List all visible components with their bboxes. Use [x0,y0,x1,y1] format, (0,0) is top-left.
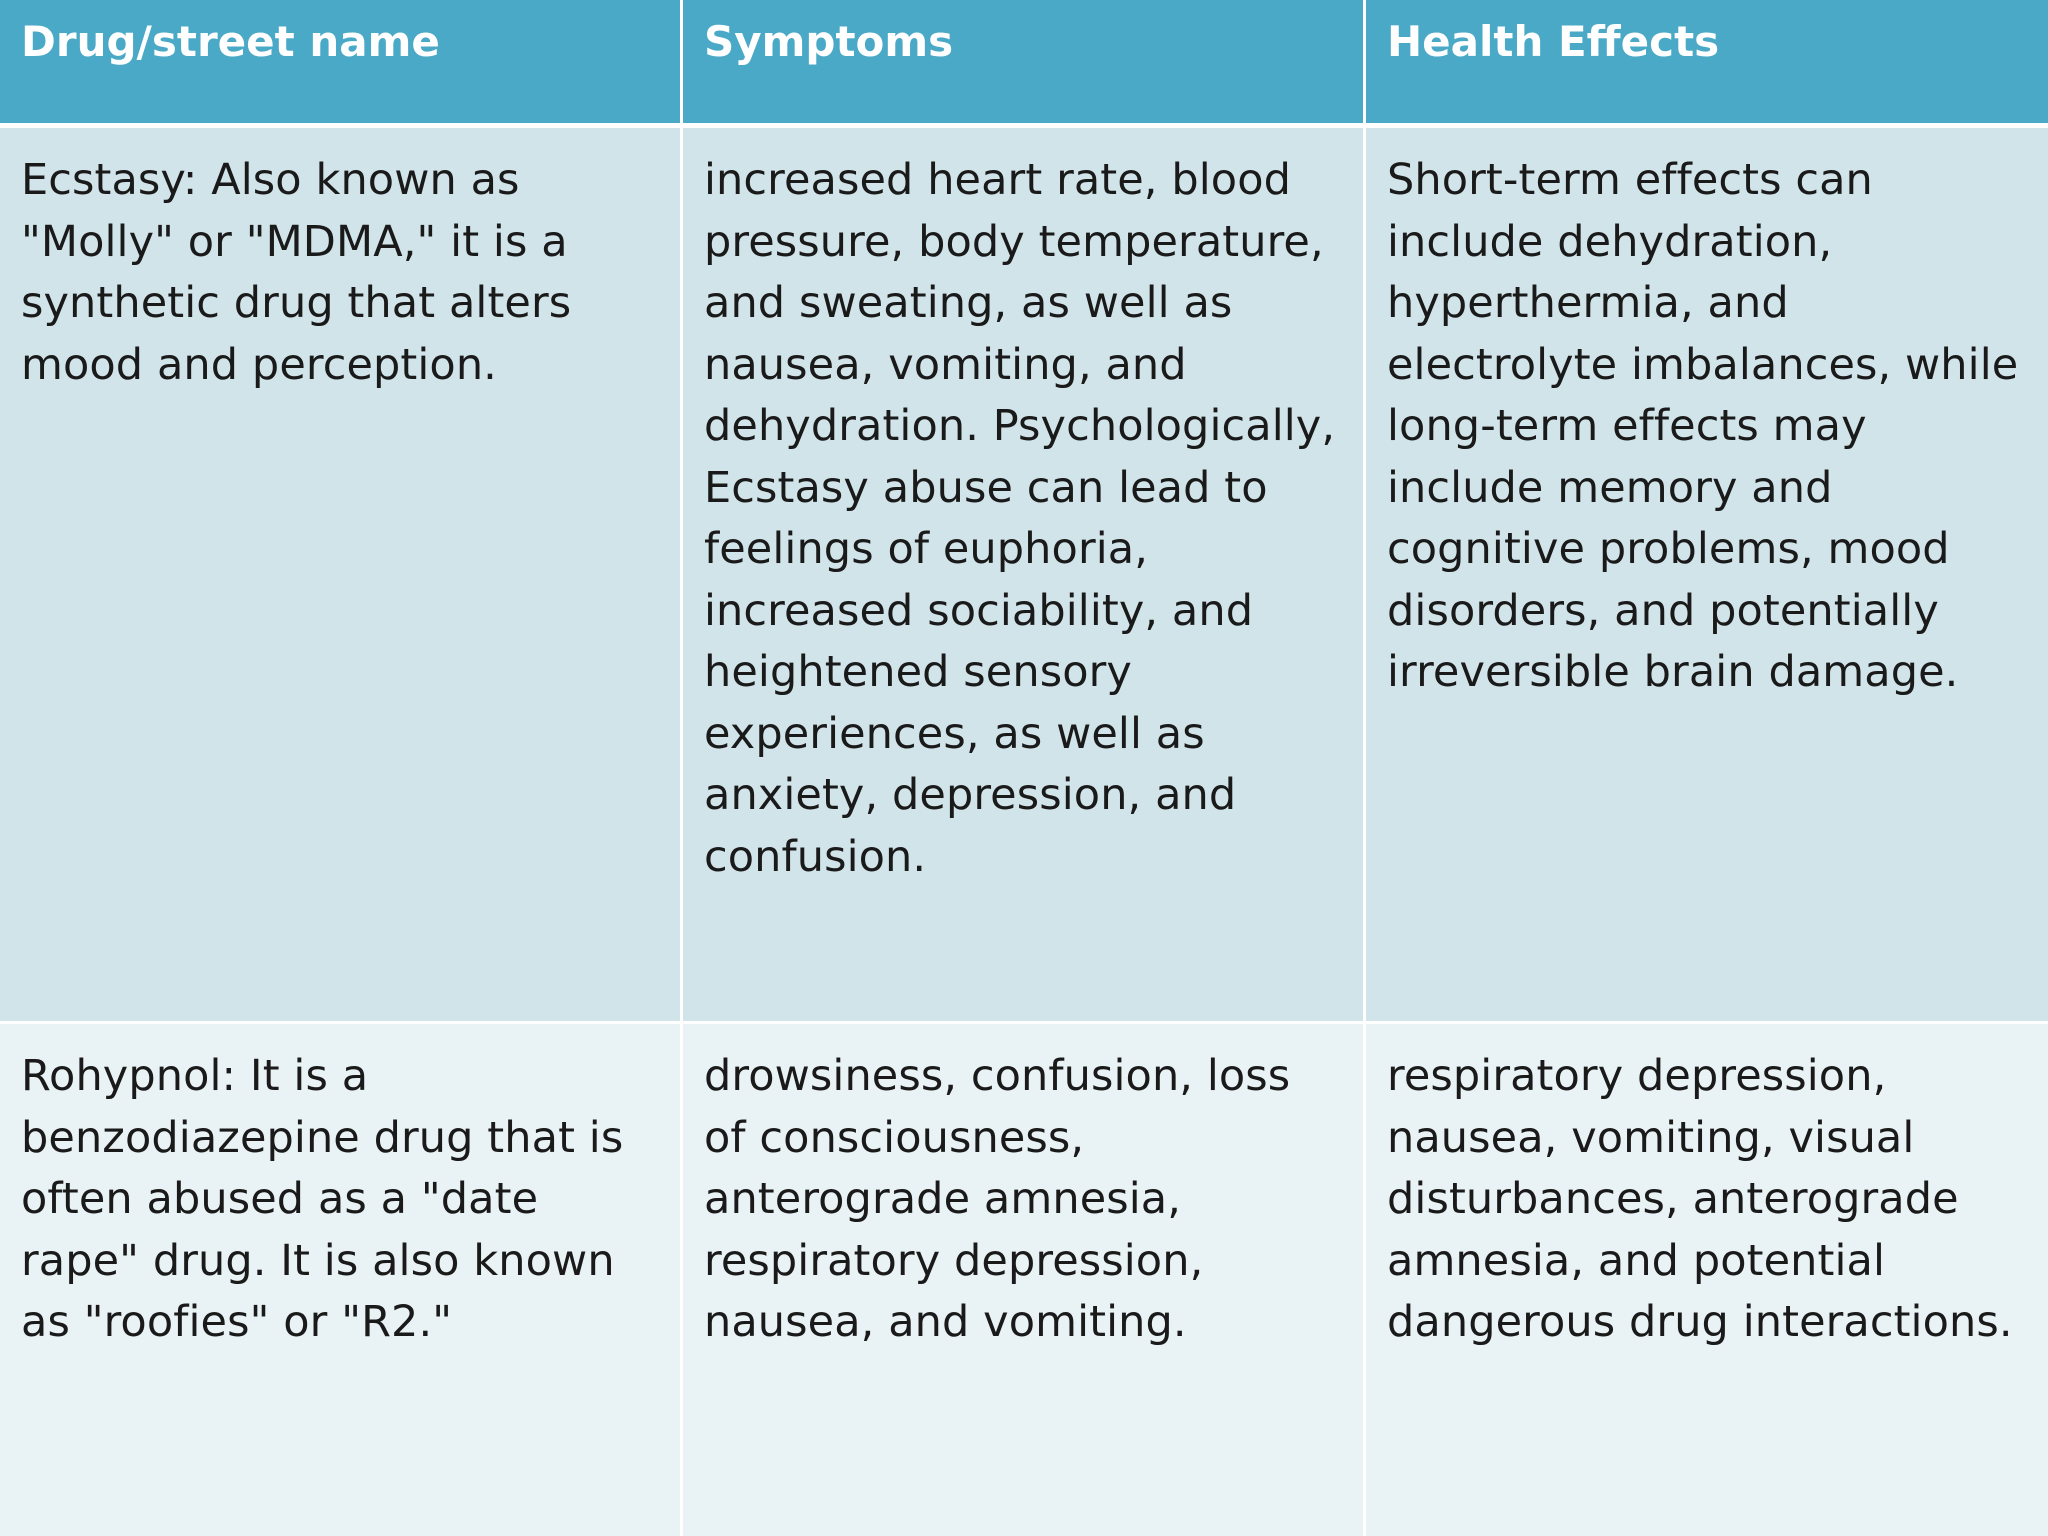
header-symptoms: Symptoms [683,0,1366,128]
row-ecstasy-health-effects: Short-term effects can include dehydration, hyperthermia, and electrolyte imbalances, while long-term effects may include memory and cognitive problems, mood disorders, and potentially irreversible brain damage. [1366,128,2048,1024]
row-ecstasy-drug: Ecstasy: Also known as "Molly" or "MDMA," it is a synthetic drug that alters mood and perception. [0,128,683,1024]
row-rohypnol-health-effects: respiratory depression, nausea, vomiting, visual disturbances, anterograde amnesia, and potential dangerous drug interactions. [1366,1024,2048,1536]
row-rohypnol-symptoms: drowsiness, confusion, loss of consciousness, anterograde amnesia, respiratory depression, nausea, and vomiting. [683,1024,1366,1536]
row-rohypnol-drug: Rohypnol: It is a benzodiazepine drug that is often abused as a "date rape" drug. It is also known as "roofies" or "R2." [0,1024,683,1536]
row-ecstasy-symptoms: increased heart rate, blood pressure, body temperature, and sweating, as well as nausea, vomiting, and dehydration. Psychologically, Ecstasy abuse can lead to feelings of euphoria, increased sociability, and heightened sensory experiences, as well as anxiety, depression, and confusion. [683,128,1366,1024]
header-health-effects: Health Effects [1366,0,2048,128]
header-drug-street-name: Drug/street name [0,0,683,128]
